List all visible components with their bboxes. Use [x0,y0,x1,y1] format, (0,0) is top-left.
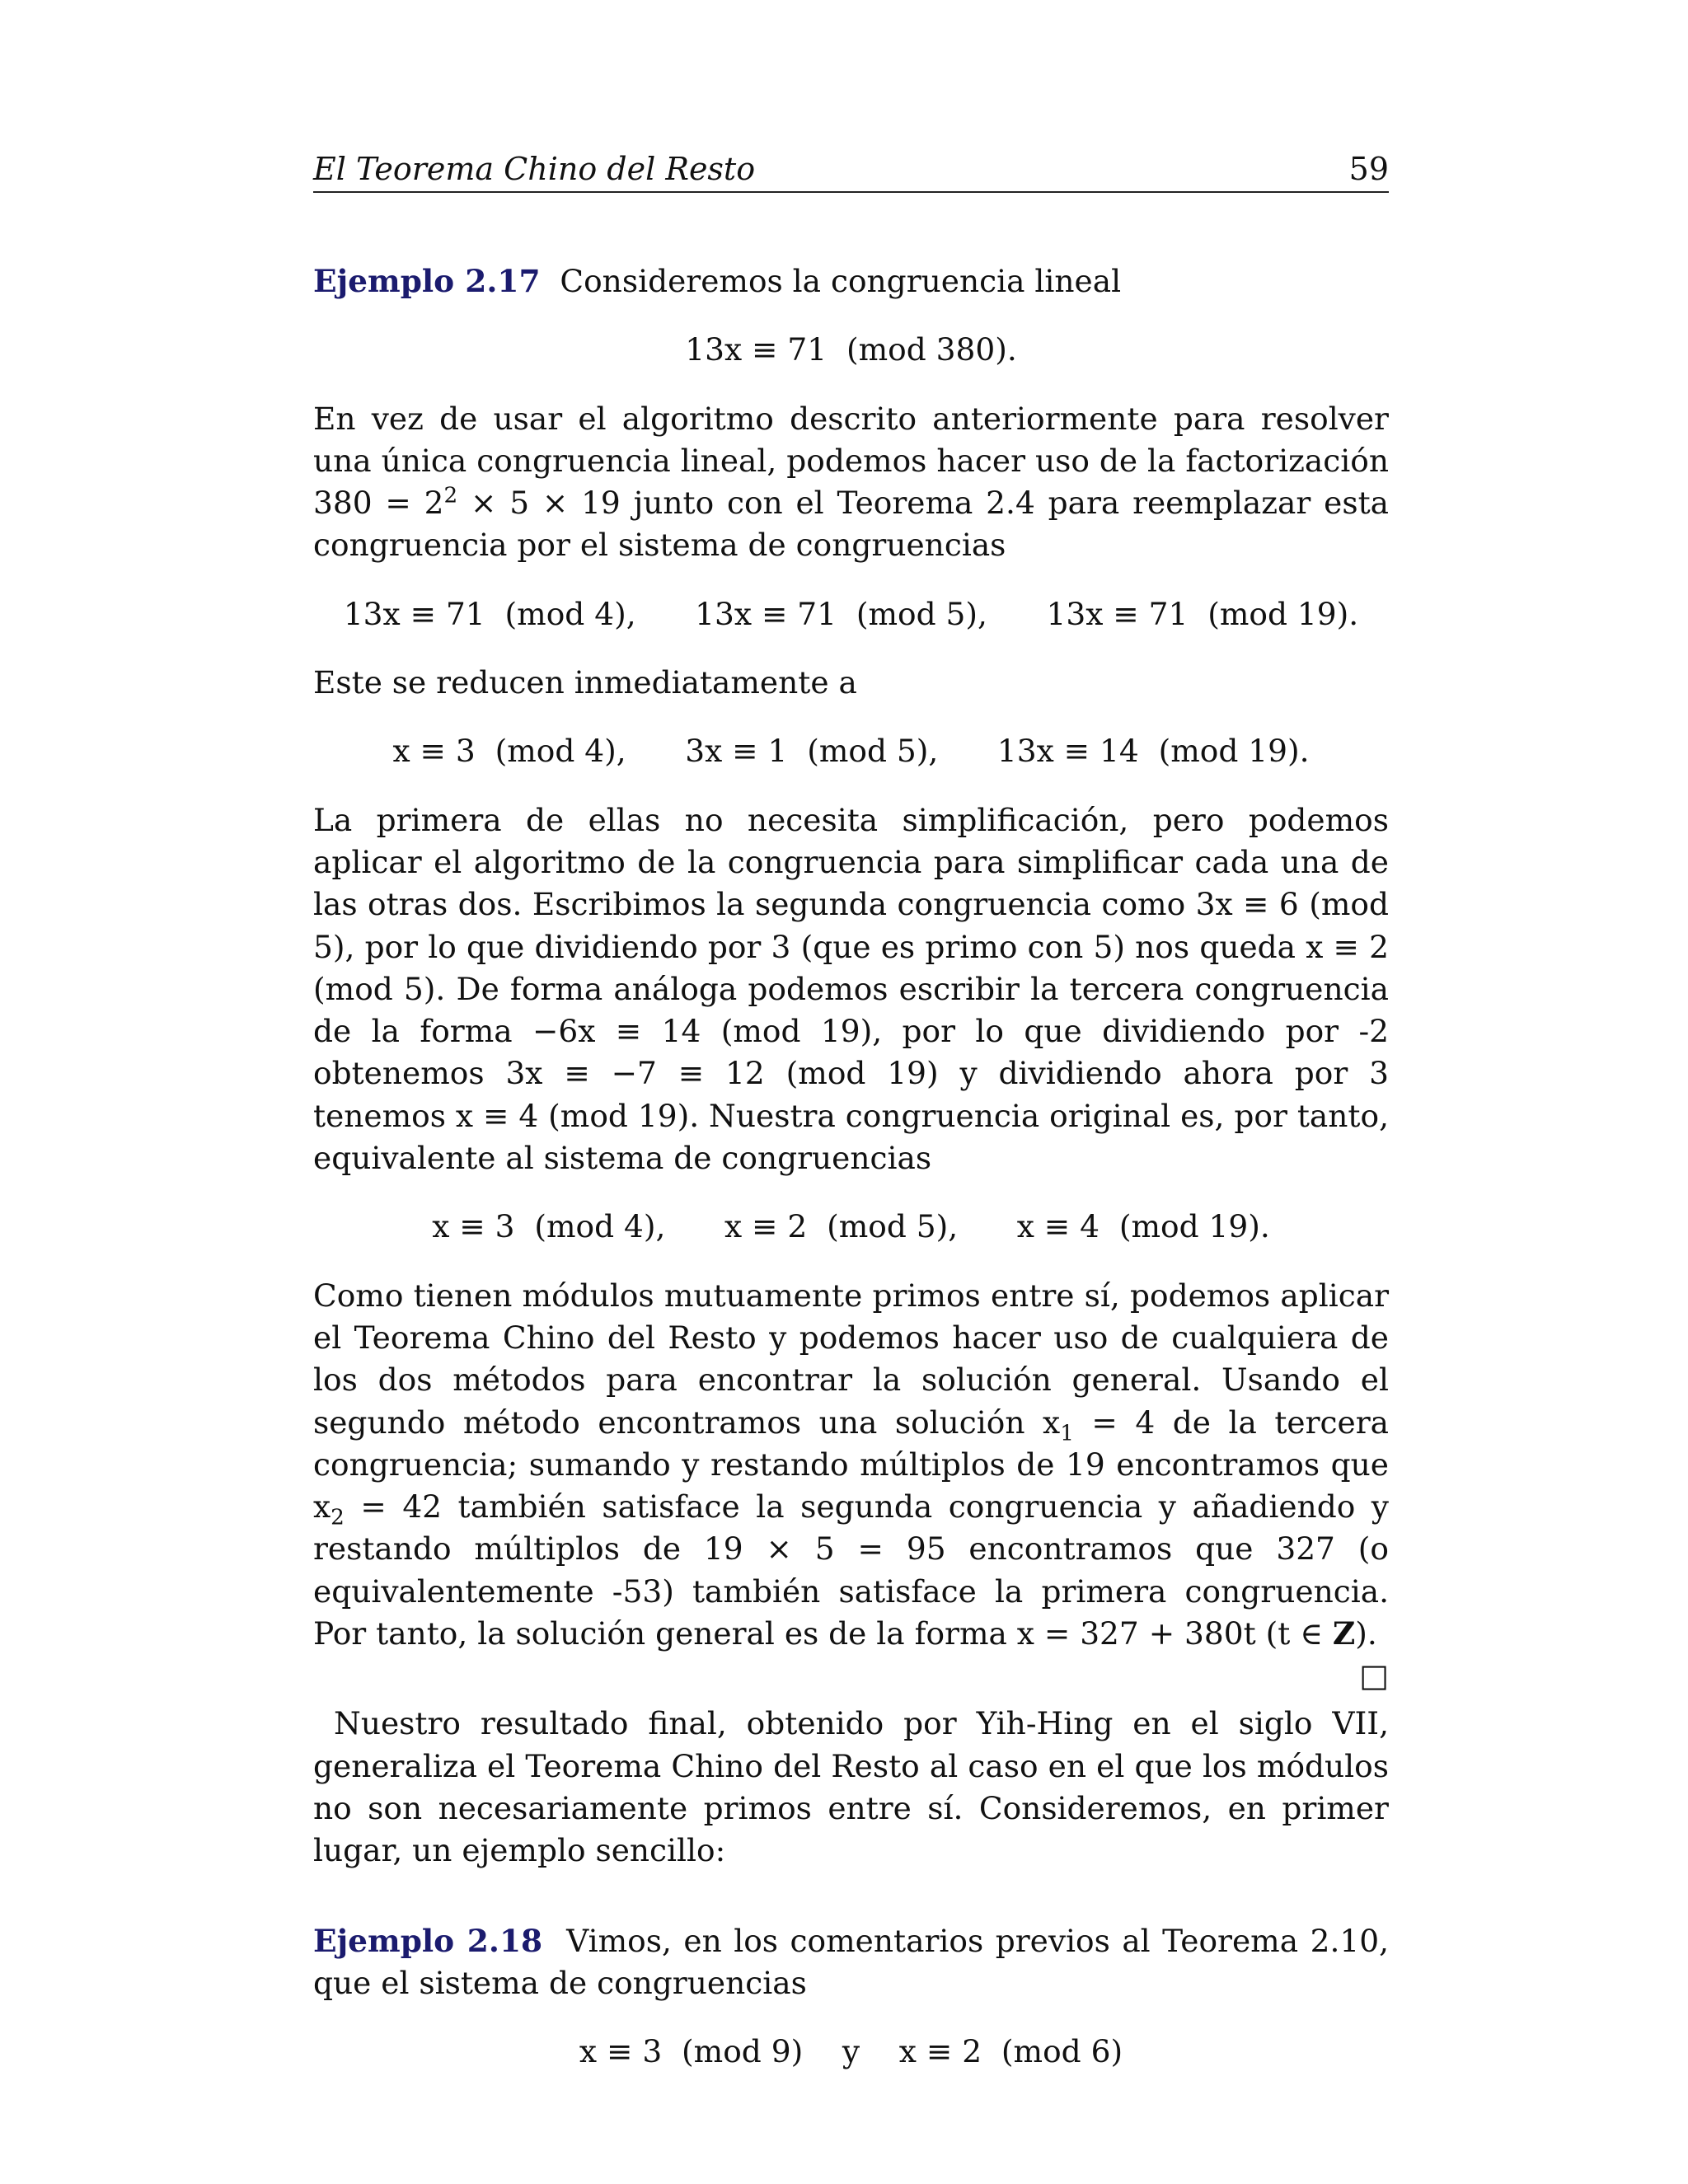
eq2-c1: 13x ≡ 71 [343,595,485,632]
eq3-c1: x ≡ 3 [392,733,476,770]
eq2-m2: (mod 5), [856,595,987,632]
eq4-m2: (mod 5), [827,1208,959,1245]
equation-4 [313,1206,1389,1248]
equation-5 [313,2031,1389,2073]
integers-symbol: Z [1332,1615,1356,1652]
eq4-m3: (mod 19). [1118,1208,1270,1245]
p4-subscript-1: 1 [1060,1421,1074,1446]
eq4-m1: (mod 4), [534,1208,666,1245]
example-2-18-intro-text: Vimos, en los comentarios previos al Teorema 2.10, que el sistema de congruencias [313,1922,1389,2001]
eq2-c2: 13x ≡ 71 [695,595,837,632]
p1-text-b: × 5 × 19 junto con el Teorema 2.4 para reemplazar esta congruencia por el sistema de congruencias [313,485,1389,564]
page-number: 59 [1348,151,1389,187]
equation-2 [313,593,1389,635]
p1-exponent: 2 [443,483,458,509]
example-2-17-intro-text: Consideremos la congruencia lineal [560,263,1122,299]
p4-subscript-2: 2 [331,1505,345,1530]
qed-icon: □ [1359,1657,1389,1694]
eq3-m1: (mod 4), [495,733,626,770]
eq3-c2: 3x ≡ 1 [685,733,788,770]
page-content [313,150,1389,2073]
running-title: El Teorema Chino del Resto [313,151,756,187]
eq5-m1: (mod 9) [682,2033,804,2070]
example-2-17-label: Ejemplo 2.17 [313,263,541,299]
p4-text-c: = 42 también satisface la segunda congruencia y añadiendo y restando múltiplos de 19 × 5 = 95 encontramos que 327 (o equivalentemente -53) también satisface la primera congruencia. Por tanto, la solución general es de la forma x = 327 + 380t (t ∈ [313,1488,1389,1652]
paragraph-2: Este se reducen inmediatamente a [313,664,857,701]
eq2-m1: (mod 4), [504,595,636,632]
eq2-m3: (mod 19). [1207,595,1359,632]
eq4-c1: x ≡ 3 [432,1208,515,1245]
eq5-c2: x ≡ 2 [898,2033,982,2070]
eq3-m2: (mod 5), [807,733,939,770]
example-2-17-intro [313,260,1389,302]
equation-3 [313,730,1389,772]
p4-text-b: = 4 de la tercera congruencia; sumando y restando múltiplos de 19 encontramos que x [313,1404,1389,1526]
eq5-m2: (mod 6) [1001,2033,1123,2070]
eq4-c2: x ≡ 2 [724,1208,808,1245]
eq4-c3: x ≡ 4 [1016,1208,1100,1245]
eq3-c3: 13x ≡ 14 [996,733,1139,770]
eq3-m3: (mod 19). [1158,733,1310,770]
equation-1 [313,329,1389,371]
p4-text-a: Como tienen módulos mutuamente primos entre sí, podemos aplicar el Teorema Chino del Resto y podemos hacer uso de cualquiera de los dos métodos para encontrar la solución general. Usando el segundo método encontramos una solución x [313,1277,1389,1441]
eq5-c1: x ≡ 3 [579,2033,663,2070]
eq5-conjunction: y [842,2033,860,2070]
example-2-18-label: Ejemplo 2.18 [313,1922,543,1959]
running-header [313,150,1389,193]
paragraph-4 [313,1275,1389,1694]
p4-text-d: ). [1355,1615,1377,1652]
paragraph-1 [313,398,1389,567]
paragraph-3: La primera de ellas no necesita simplificación, pero podemos aplicar el algoritmo de la congruencia para simplificar cada una de las otras dos. Escribimos la segunda congruencia como 3x ≡ 6 (mod 5), por lo que dividiendo por 3 (que es primo con 5) nos queda x ≡ 2 (mod 5). De forma análoga podemos escribir la tercera congruencia de la forma −6x ≡ 14 (mod 19), por lo que dividiendo por -2 obtenemos 3x ≡ −7 ≡ 12 (mod 19) y dividiendo ahora por 3 tenemos x ≡ 4 (mod 19). Nuestra congruencia original es, por tanto, equivalente al sistema de congruencias [313,801,1389,1177]
eq1-congruence: 13x ≡ 71 [685,331,828,368]
paragraph-5: Nuestro resultado final, obtenido por Yih-Hing en el siglo VII, generaliza el Teorema Chino del Resto al caso en el que los módulos no son necesariamente primos entre sí. Consideremos, en primer lugar, un ejemplo sencillo: [313,1705,1389,1869]
eq1-modulus: (mod 380). [846,331,1017,368]
p1-text-a: En vez de usar el algoritmo descrito anteriormente para resolver una única congruencia lineal, podemos hacer uso de la factorización 380 = 2 [313,400,1389,522]
eq2-c3: 13x ≡ 71 [1046,595,1189,632]
example-2-18-intro [313,1920,1389,2005]
